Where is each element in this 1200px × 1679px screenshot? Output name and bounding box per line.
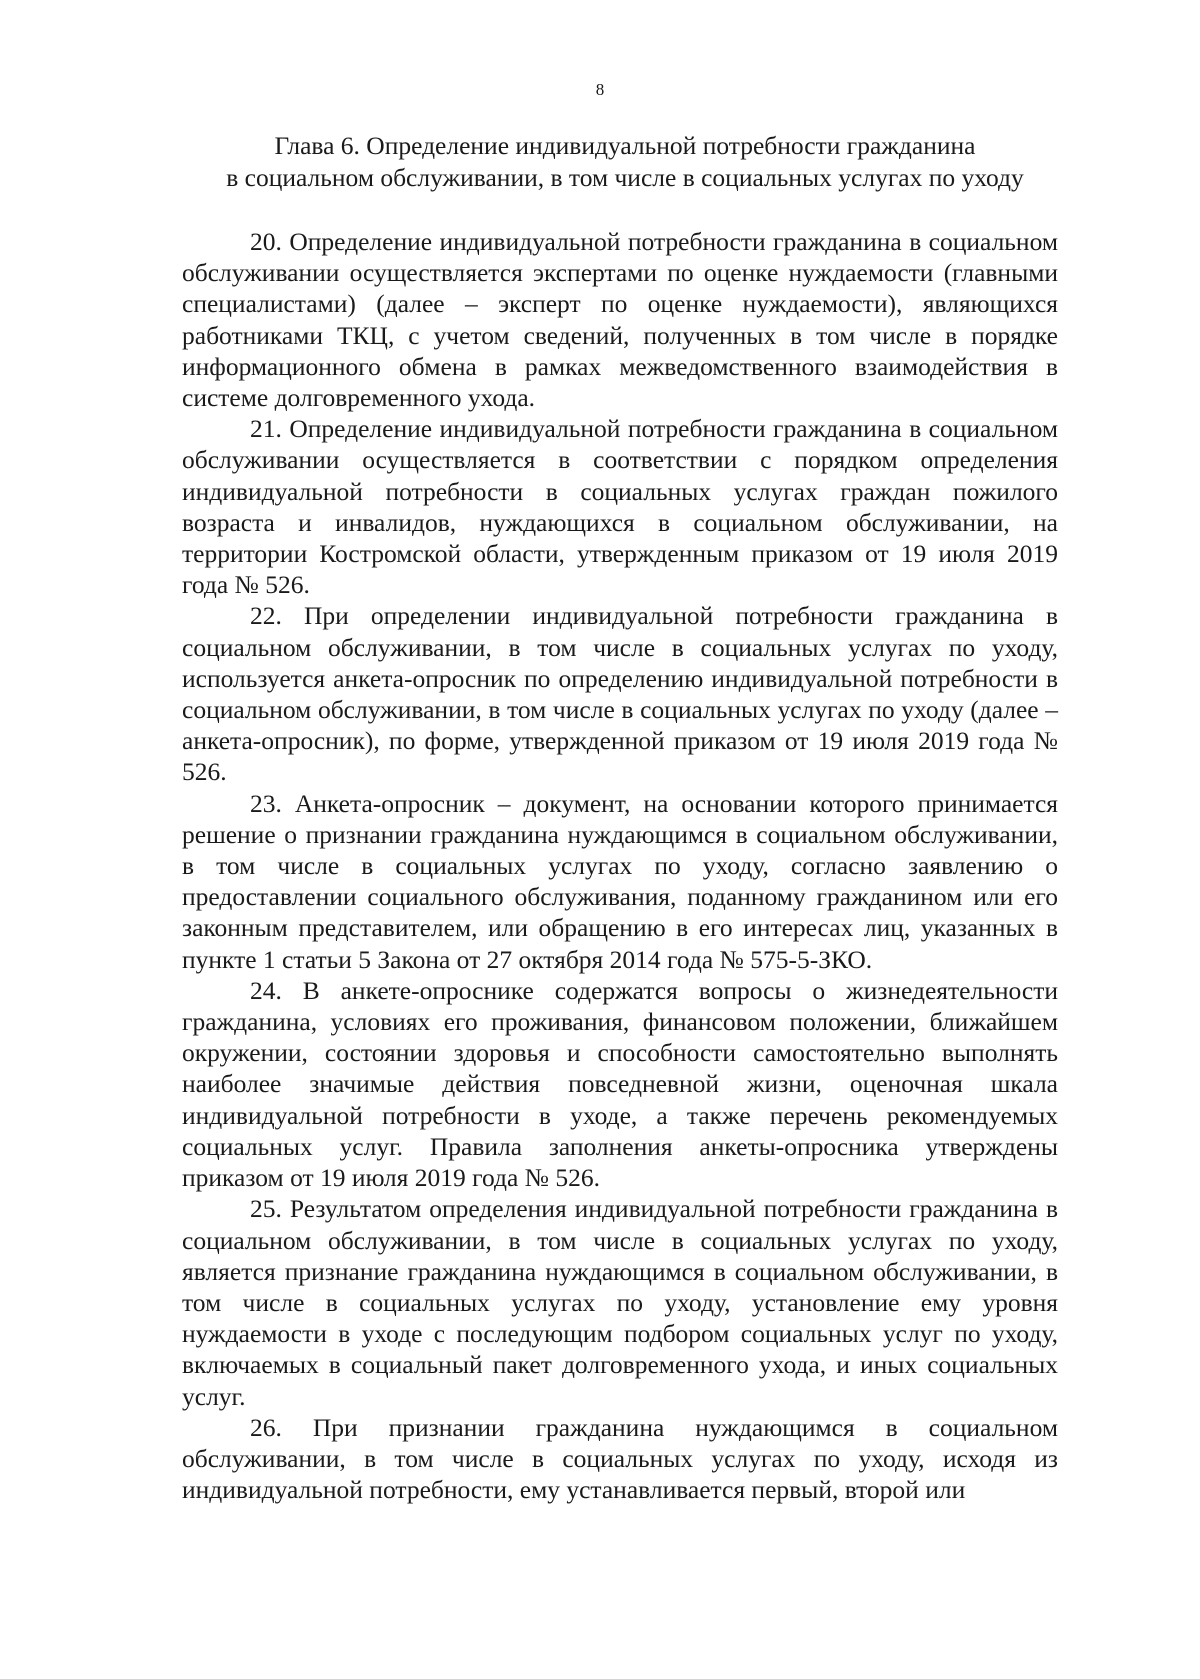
chapter-title-line-2: в социальном обслуживании, в том числе в социальных услугах по уходу (226, 163, 1024, 192)
paragraph-25: 25. Результатом определения индивидуальной потребности гражданина в социальном обслуживании, в том числе в социальных услугах по уходу, является признание гражданина нуждающимся в социальном обслуживании, в том числе в социальных услугах по уходу, установление ему уровня нуждаемости в уходе с последующим подбором социальных услуг по уходу, включаемых в социальный пакет долговременного ухода, и иных социальных услуг. (182, 1194, 1058, 1411)
paragraph-24: 24. В анкете-опроснике содержатся вопросы о жизнедеятельности гражданина, условиях его проживания, финансовом положении, ближайшем окружении, состоянии здоровья и способности самостоятельно выполнять наиболее значимые действия повседневной жизни, оценочная шкала индивидуальной потребности в уходе, а также перечень рекомендуемых социальных услуг. Правила заполнения анкеты-опросника утверждены приказом от 19 июля 2019 года № 526. (182, 975, 1058, 1193)
chapter-title (150, 130, 1100, 194)
chapter-title-line-1: Глава 6. Определение индивидуальной потребности гражданина (274, 131, 976, 160)
paragraph-26: 26. При признании гражданина нуждающимся в социальном обслуживании, в том числе в социальных услугах по уходу, исходя из индивидуальной потребности, ему устанавливается первый, второй или (182, 1412, 1058, 1505)
body-text (182, 226, 1058, 1505)
paragraph-22: 22. При определении индивидуальной потребности гражданина в социальном обслуживании, в том числе в социальных услугах по уходу, используется анкета-опросник по определению индивидуальной потребности в социальном обслуживании, в том числе в социальных услугах по уходу (далее – анкета-опросник), по форме, утвержденной приказом от 19 июля 2019 года № 526. (182, 601, 1058, 787)
page-number: 8 (595, 80, 605, 99)
paragraph-21: 21. Определение индивидуальной потребности гражданина в социальном обслуживании осуществляется в соответствии с порядком определения индивидуальной потребности в социальных услугах граждан пожилого возраста и инвалидов, нуждающихся в социальном обслуживании, на территории Костромской области, утвержденным приказом от 19 июля 2019 года № 526. (182, 414, 1058, 600)
paragraph-23: 23. Анкета-опросник – документ, на основании которого принимается решение о признании гражданина нуждающимся в социальном обслуживании, в том числе в социальных услугах по уходу, согласно заявлению о предоставлении социального обслуживания, поданному гражданином или его законным представителем, или обращению в его интересах лиц, указанных в пункте 1 статьи 5 Закона от 27 октября 2014 года № 575-5-ЗКО. (182, 788, 1058, 974)
paragraph-20: 20. Определение индивидуальной потребности гражданина в социальном обслуживании осуществляется экспертами по оценке нуждаемости (главными специалистами) (далее – эксперт по оценке нуждаемости), являющихся работниками ТКЦ, с учетом сведений, полученных в том числе в порядке информационного обмена в рамках межведомственного взаимодействия в системе долговременного ухода. (182, 227, 1058, 413)
